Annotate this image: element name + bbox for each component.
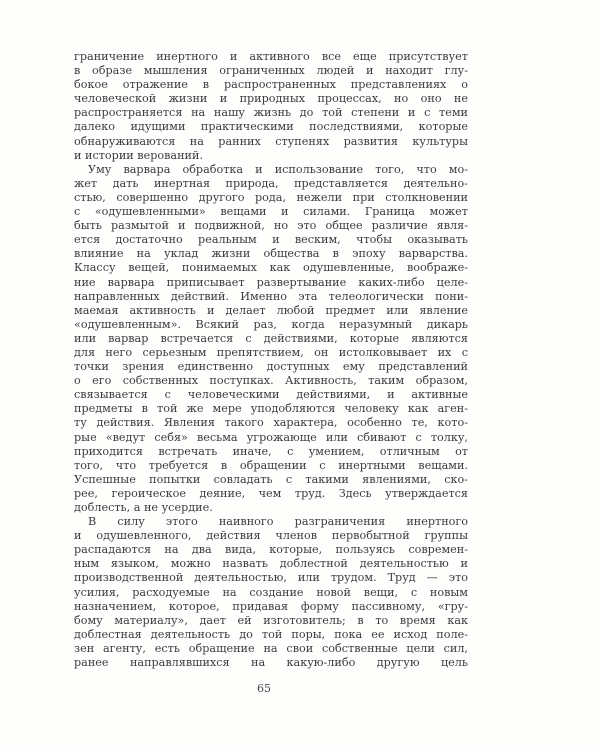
text-line: приходится встречать иначе, с умением, отличным от (74, 444, 468, 458)
text-line: или варвар встречается с действиями, которые являются (74, 331, 468, 345)
text-line: обнаруживаются на ранних ступенях развития культуры (74, 134, 468, 148)
text-line: усилия, расходуемые на создание новой вещи, с новым (74, 585, 468, 599)
text-line: распространяется на нашу жизнь до той степени и с теми (74, 106, 468, 120)
text-line: ние варвара приписывает развертывание каких-либо целе- (74, 275, 468, 289)
text-line: назначением, которое, придавая форму пассивному, «гру- (74, 599, 468, 613)
paragraph-3 (74, 515, 468, 670)
text-line: точки зрения единственно доступных ему представлений (74, 360, 468, 374)
text-line: ту действия. Явления такого характера, особенно те, кото- (74, 416, 468, 430)
text-line: маемая активность и делает любой предмет или явление (74, 303, 468, 317)
text-line: предметы в той же мере уподобляются человеку как аген- (74, 402, 468, 416)
body-text (74, 50, 468, 670)
text-line: бому материалу», дает ей изготовитель; в то время как (74, 613, 468, 627)
text-line: влияние на уклад жизни общества в эпоху варварства. (74, 247, 468, 261)
text-line: распадаются на два вида, которые, пользуясь современ- (74, 543, 468, 557)
page-number: 65 (257, 682, 271, 695)
text-line: направленных действий. Именно эта телеологически пони- (74, 289, 468, 303)
text-line: человеческой жизни и природных процессах, но оно не (74, 92, 468, 106)
paragraph-2 (74, 163, 468, 515)
text-line: стью, совершенно другого рода, нежели при столкновении (74, 190, 468, 204)
text-line: о его собственных поступках. Активность, таким образом, (74, 374, 468, 388)
text-line: доблестная деятельность до той поры, пока ее исход поле- (74, 627, 468, 641)
text-line: рее, героическое деяние, чем труд. Здесь утверждается (74, 486, 468, 500)
text-line: рые «ведут себя» весьма угрожающе или сбивают с толку, (74, 430, 468, 444)
text-line: граничение инертного и активного все еще присутствует (74, 50, 468, 63)
text-line: «одушевленным». Всякий раз, когда неразумный дикарь (74, 317, 468, 331)
text-line: зен агенту, есть обращение на свои собственные цели сил, (74, 641, 468, 655)
text-line: бокое отражение в распространенных представлениях о (74, 78, 468, 92)
text-line: далеко идущими практическими последствиями, которые (74, 120, 468, 134)
text-line: в образе мышления ограниченных людей и находит глу- (74, 64, 468, 78)
text-line: В силу этого наивного разграничения инертного (88, 515, 468, 529)
text-line: ется достаточно реальным и веским, чтобы оказывать (74, 233, 468, 247)
text-line: с «одушевленными» вещами и силами. Граница может (74, 205, 468, 219)
text-line: и истории верований. (74, 148, 204, 162)
text-line: ранее направлявшихся на какую-либо другую цель (74, 656, 468, 670)
text-line: ным языком, можно назвать доблестной деятельностью и (74, 557, 468, 571)
text-line: того, что требуется в обращении с инертными вещами. (74, 458, 468, 472)
text-line: жет дать инертная природа, представляется деятельно- (74, 176, 468, 190)
text-line: Классу вещей, понимаемых как одушевленные, воображе- (74, 261, 468, 275)
text-line: производственной деятельностью, или трудом. Труд — это (74, 571, 468, 585)
text-line: Успешные попытки совладать с такими явлениями, ско- (74, 472, 468, 486)
text-line: связывается с человеческими действиями, и активные (74, 388, 468, 402)
paragraph-1 (74, 50, 468, 163)
text-line: быть размытой и подвижной, но это общее различие явля- (74, 219, 468, 233)
text-line: доблесть, а не усердие. (74, 501, 213, 514)
text-line: и одушевленного, действия членов первобытной группы (74, 529, 468, 543)
text-line: для него серьезным препятствием, он истолковывает их с (74, 345, 468, 359)
text-line: Уму варвара обработка и использование того, что мо- (88, 162, 468, 176)
